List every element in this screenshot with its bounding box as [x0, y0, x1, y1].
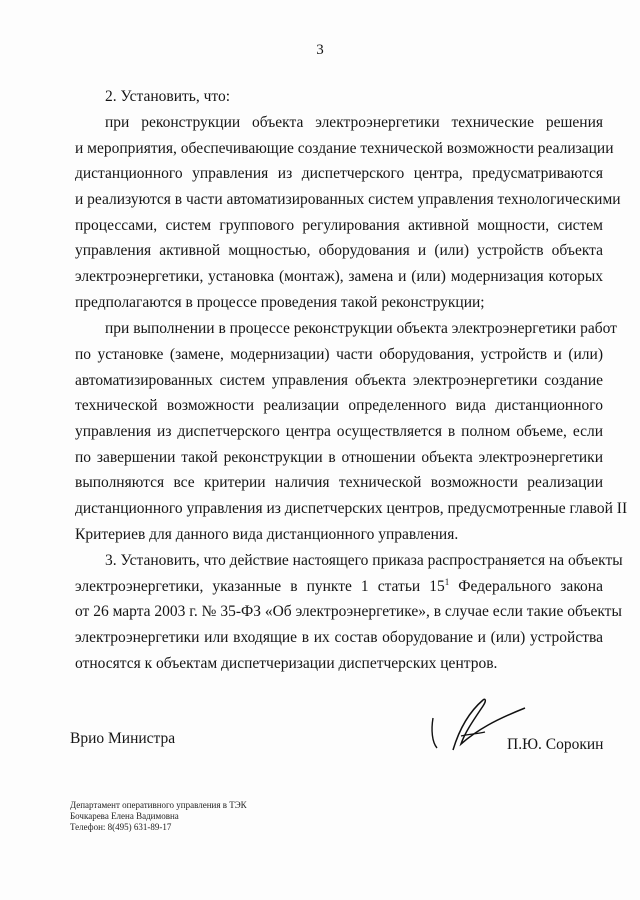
text-fragment: Федерального закона	[449, 578, 603, 595]
text-line: и мероприятия, обеспечивающие создание технической возможности реализации	[75, 140, 614, 157]
text-line: от 26 марта 2003 г. № 35-ФЗ «Об электроэнергетике», в случае если такие объекты	[75, 603, 622, 620]
text-line: по установке (замене, модернизации) части оборудования, устройств и (или)	[75, 346, 603, 363]
text-fragment: электроэнергетики, указанные в пункте 1 статьи 15	[75, 578, 445, 595]
superscript: 1	[444, 576, 450, 587]
text-line: предполагаются в процессе проведения такой реконструкции;	[75, 294, 485, 311]
text-line: по завершении такой реконструкции в отношении объекта электроэнергетики	[75, 449, 603, 466]
text-line: автоматизированных систем управления объекта электроэнергетики создание	[75, 372, 603, 389]
text-line: управления активной мощностью, оборудования и (или) устройств объекта	[75, 242, 603, 259]
text-line: Критериев для данного вида дистанционного управления.	[75, 526, 459, 543]
text-line: электроэнергетики или входящие в их состав оборудование и (или) устройства	[75, 629, 603, 646]
text-line: относятся к объектам диспетчеризации диспетчерских центров.	[75, 655, 498, 672]
footer-phone: Телефон: 8(495) 631-89-17	[70, 822, 172, 832]
section-2-heading: 2. Установить, что:	[105, 88, 231, 105]
text-line: процессами, систем группового регулирования активной мощности, систем	[75, 217, 603, 234]
text-line: технической возможности реализации определенного вида дистанционного	[75, 397, 603, 414]
text-line: 3. Установить, что действие настоящего приказа распространяется на объекты	[105, 552, 623, 569]
signatory-position: Врио Министра	[70, 730, 176, 747]
text-line: дистанционного управления из диспетчерского центра, предусматриваются	[75, 165, 603, 182]
text-line: дистанционного управления из диспетчерских центров, предусмотренные главой II	[75, 500, 628, 517]
signatory-name: П.Ю. Сорокин	[507, 736, 604, 753]
text-line: при выполнении в процессе реконструкции объекта электроэнергетики работ	[105, 320, 617, 337]
text-line: управления из диспетчерского центра осуществляется в полном объеме, если	[75, 423, 603, 440]
text-line: электроэнергетики, установка (монтаж), замена и (или) модернизация которых	[75, 268, 603, 285]
footer-executor: Бочкарева Елена Вадимовна	[70, 811, 179, 821]
text-line: выполняются все критерии наличия технической возможности реализации	[75, 474, 603, 491]
text-line	[75, 576, 603, 595]
footer-department: Департамент оперативного управления в ТЭК	[70, 800, 247, 810]
text-line: и реализуются в части автоматизированных систем управления технологическими	[75, 191, 621, 208]
page-number: 3	[316, 42, 324, 58]
text-line: при реконструкции объекта электроэнергетики технические решения	[105, 114, 603, 131]
